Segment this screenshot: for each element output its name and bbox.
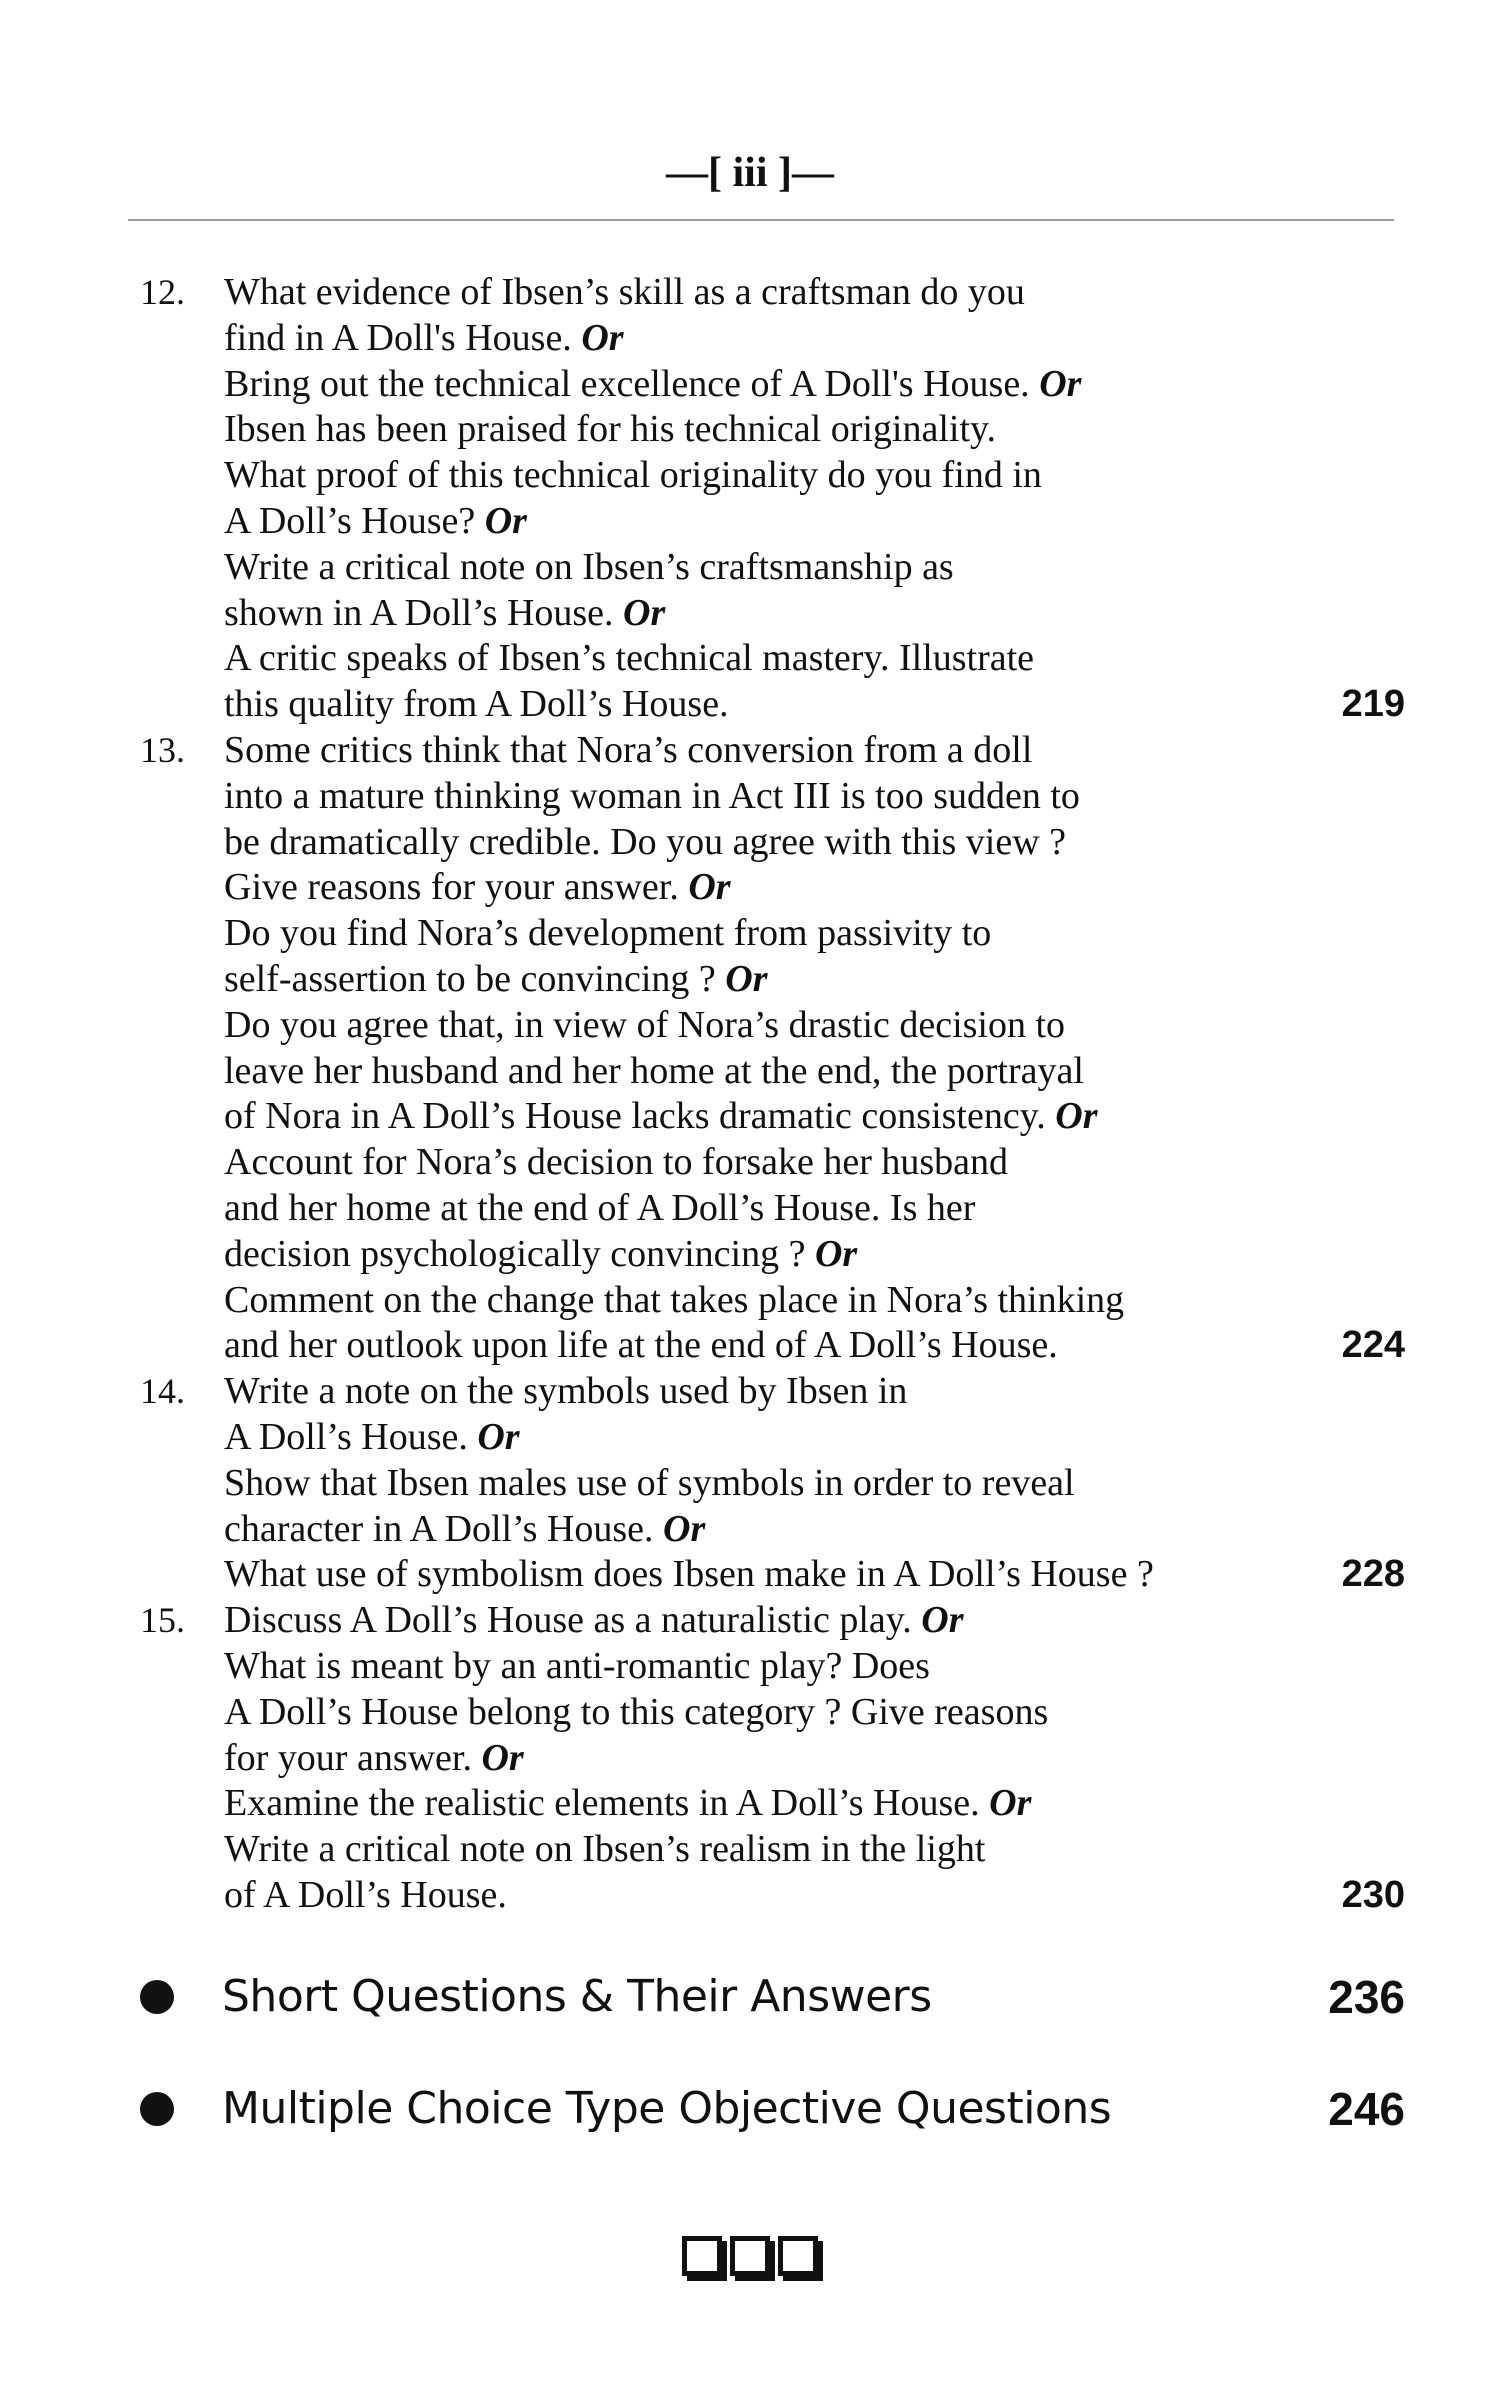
line-text: of A Doll’s House. xyxy=(224,1873,507,1916)
line-text: Do you agree that, in view of Nora’s drastic decision to xyxy=(224,1003,1066,1046)
line-text: Write a note on the symbols used by Ibsen in xyxy=(224,1370,908,1413)
or-connector: Or xyxy=(989,1782,1032,1825)
or-connector: Or xyxy=(814,1232,858,1275)
question-text xyxy=(224,1598,1284,1919)
line-text: self-assertion to be convincing ? xyxy=(224,957,716,1000)
question-number: 14. xyxy=(140,1371,185,1412)
toc-entry[interactable] xyxy=(0,728,1500,1369)
question-line xyxy=(224,1781,1284,1827)
question-line xyxy=(224,1094,1284,1140)
question-line xyxy=(224,1049,1284,1095)
question-line xyxy=(224,499,1284,545)
or-connector: Or xyxy=(481,1736,524,1779)
or-connector: Or xyxy=(1055,1095,1098,1138)
line-text: A Doll’s House belong to this category ? Give reasons xyxy=(224,1690,1049,1733)
question-line xyxy=(224,1278,1284,1324)
question-line xyxy=(224,957,1284,1003)
line-text: Comment on the change that takes place in Nora’s thinking xyxy=(224,1278,1125,1321)
line-text: Do you find Nora’s development from passivity to xyxy=(224,912,992,955)
question-line xyxy=(224,453,1284,499)
line-text: shown in A Doll’s House. xyxy=(224,591,614,634)
line-text: be dramatically credible. Do you agree with this view ? xyxy=(224,820,1067,863)
line-text: this quality from A Doll’s House. xyxy=(224,683,729,726)
question-line xyxy=(224,911,1284,957)
bullet-icon xyxy=(140,1980,174,2014)
question-line xyxy=(224,865,1284,911)
line-text: What proof of this technical originality do you find in xyxy=(224,454,1042,497)
line-text: A critic speaks of Ibsen’s technical mastery. Illustrate xyxy=(224,637,1035,680)
square-icon xyxy=(778,2236,818,2276)
question-line xyxy=(224,636,1284,682)
question-number: 13. xyxy=(140,729,185,770)
question-line xyxy=(224,1873,1284,1919)
question-line xyxy=(224,682,1284,728)
question-line xyxy=(224,270,1284,316)
question-line xyxy=(224,1644,1284,1690)
line-text: What use of symbolism does Ibsen make in A Doll’s House ? xyxy=(224,1553,1154,1596)
or-connector: Or xyxy=(663,1507,706,1550)
question-line xyxy=(224,1415,1284,1461)
line-text: character in A Doll’s House. xyxy=(224,1507,664,1550)
square-icon xyxy=(730,2236,770,2276)
line-text: A Doll’s House. xyxy=(224,1415,468,1458)
line-text: A Doll’s House? xyxy=(224,499,476,542)
question-line xyxy=(224,591,1284,637)
question-line xyxy=(224,1736,1284,1782)
question-number: 15. xyxy=(140,1600,185,1641)
page-number: 228 xyxy=(1341,1553,1405,1596)
line-text: of Nora in A Doll’s House lacks dramatic consistency. xyxy=(224,1095,1046,1138)
or-connector: Or xyxy=(484,499,527,542)
section-page-number: 246 xyxy=(1328,2083,1405,2135)
section-label: Short Questions & Their Answers xyxy=(222,1971,932,2022)
question-line xyxy=(224,1598,1284,1644)
question-line xyxy=(224,774,1284,820)
line-text: Write a critical note on Ibsen’s realism in the light xyxy=(224,1828,986,1871)
line-text: Give reasons for your answer. xyxy=(224,866,689,909)
line-text: find in A Doll's House. xyxy=(224,316,572,359)
line-text: Ibsen has been praised for his technical originality. xyxy=(224,408,997,451)
question-line xyxy=(224,728,1284,774)
line-text: decision psychologically convincing ? xyxy=(224,1232,806,1275)
line-text: Bring out the technical excellence of A Doll's House. xyxy=(224,362,1030,405)
or-connector: Or xyxy=(623,591,666,634)
question-line xyxy=(224,407,1284,453)
table-of-contents xyxy=(0,270,1500,1919)
line-text: and her home at the end of A Doll’s House. Is her xyxy=(224,1186,976,1229)
or-connector: Or xyxy=(477,1415,520,1458)
line-text: Examine the realistic elements in A Doll’s House. xyxy=(224,1782,980,1825)
or-connector: Or xyxy=(921,1599,964,1642)
toc-entry[interactable] xyxy=(0,1369,1500,1598)
line-text: What evidence of Ibsen’s skill as a craftsman do you xyxy=(224,271,1025,313)
question-number: 12. xyxy=(140,272,185,312)
question-line xyxy=(224,820,1284,866)
end-of-section-mark xyxy=(0,2236,1500,2276)
question-line xyxy=(224,362,1284,408)
page-number: 224 xyxy=(1341,1324,1405,1367)
line-text: and her outlook upon life at the end of A Doll’s House. xyxy=(224,1324,1058,1367)
question-text xyxy=(224,270,1284,728)
page-number: 230 xyxy=(1341,1873,1405,1916)
line-text: Discuss A Doll’s House as a naturalistic play. xyxy=(224,1599,922,1642)
question-line xyxy=(224,1140,1284,1186)
bullet-icon xyxy=(140,2092,174,2126)
or-connector: Or xyxy=(725,957,768,1000)
line-text: Some critics think that Nora’s conversion from a doll xyxy=(224,728,1033,771)
toc-section-multiple-choice[interactable] xyxy=(0,2074,1500,2144)
toc-entry[interactable] xyxy=(0,270,1500,728)
line-text: What is meant by an anti-romantic play? Does xyxy=(224,1644,930,1687)
question-line xyxy=(224,1232,1284,1278)
line-text: into a mature thinking woman in Act III is too sudden to xyxy=(224,774,1080,817)
toc-section-short-questions[interactable] xyxy=(0,1962,1500,2032)
line-text: Write a critical note on Ibsen’s craftsmanship as xyxy=(224,545,954,588)
page-number: 219 xyxy=(1341,683,1405,726)
page-header: —[ iii ]— xyxy=(666,150,834,196)
question-text xyxy=(224,728,1284,1369)
question-text xyxy=(224,1369,1284,1598)
question-line xyxy=(224,1827,1284,1873)
question-line xyxy=(224,1369,1284,1415)
question-line xyxy=(224,1003,1284,1049)
or-connector: Or xyxy=(1039,362,1082,405)
or-connector: Or xyxy=(581,316,624,359)
question-line xyxy=(224,1461,1284,1507)
line-text: for your answer. xyxy=(224,1736,482,1779)
question-line xyxy=(224,1507,1284,1553)
line-text: Show that Ibsen males use of symbols in order to reveal xyxy=(224,1461,1075,1504)
section-label: Multiple Choice Type Objective Questions xyxy=(222,2083,1112,2134)
question-line xyxy=(224,545,1284,591)
question-line xyxy=(224,1690,1284,1736)
header-divider xyxy=(128,219,1394,221)
or-connector: Or xyxy=(688,866,731,909)
question-line xyxy=(224,1323,1284,1369)
line-text: Account for Nora’s decision to forsake her husband xyxy=(224,1141,1009,1184)
line-text: leave her husband and her home at the end, the portrayal xyxy=(224,1049,1084,1092)
question-line xyxy=(224,1186,1284,1232)
question-line xyxy=(224,1552,1284,1598)
question-line xyxy=(224,316,1284,362)
toc-entry[interactable] xyxy=(0,1598,1500,1919)
square-icon xyxy=(682,2236,722,2276)
section-page-number: 236 xyxy=(1328,1971,1405,2023)
